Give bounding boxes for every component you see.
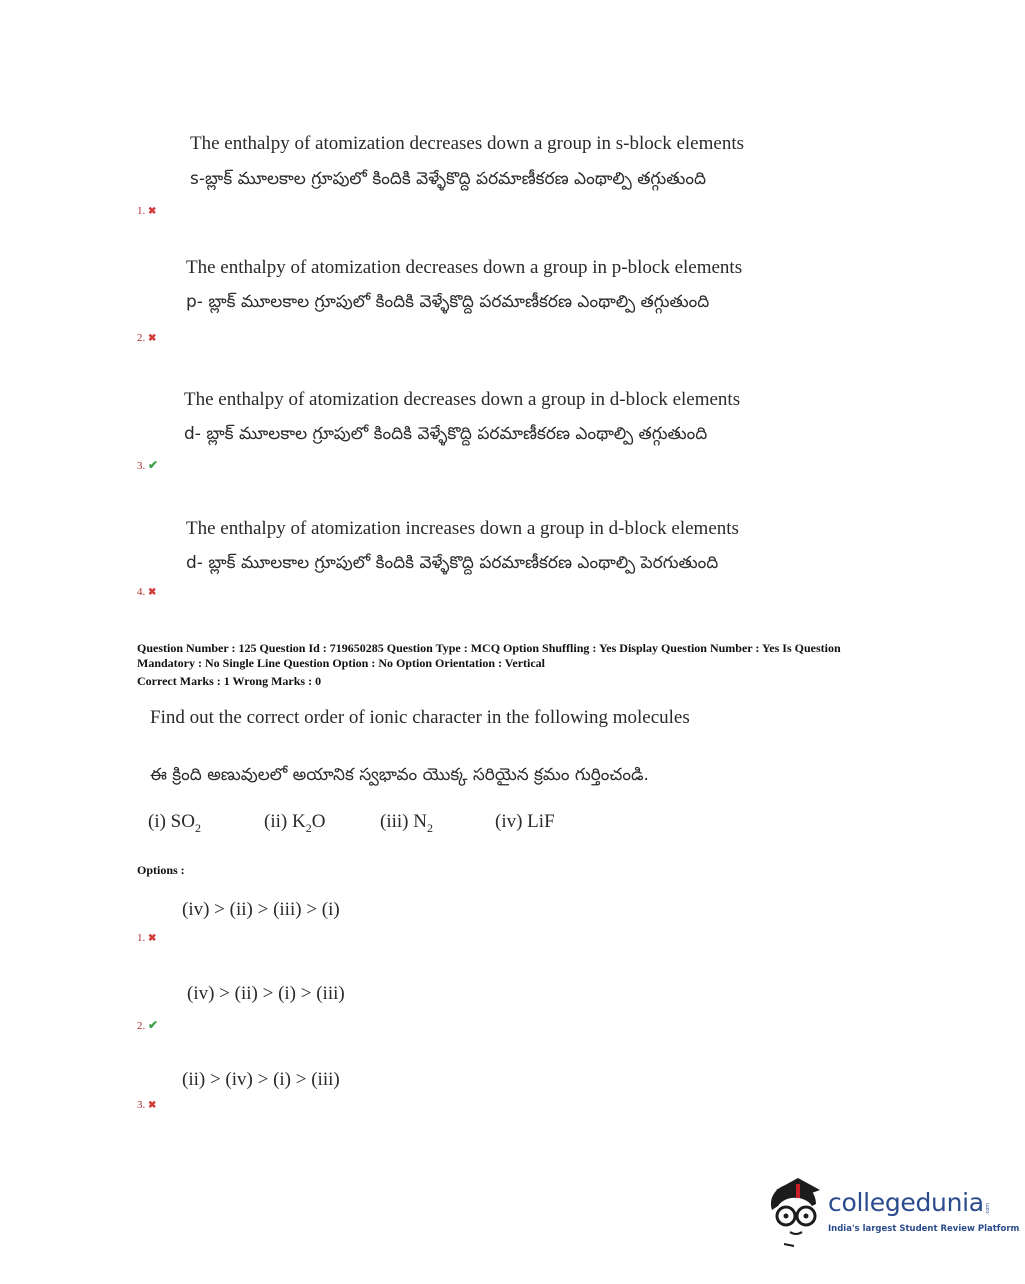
molecule-2: (ii) $K_2O$ <box>264 811 326 835</box>
question-meta-line-1: Question Number : 125 Question Id : 719650285 Question Type : MCQ Option Shuffling : Yes Display Question Number : Yes Is Question <box>137 641 841 655</box>
wrong-icon: ✖ <box>148 206 157 217</box>
option-marker <box>137 1098 156 1113</box>
option-english: The enthalpy of atomization decreases down a group in p-block elements <box>186 257 743 278</box>
option-number: 2. <box>137 332 146 344</box>
question-telugu: ఈ క్రింది అణువులలో అయానిక స్వభావం యొక్క సరియైన క్రమం గుర్తించండి. <box>150 765 649 785</box>
option-english: The enthalpy of atomization decreases down a group in s-block elements <box>190 133 744 154</box>
option-number: 2. <box>137 1020 146 1032</box>
option-text: (iv) > (ii) > (i) > (iii) <box>187 983 345 1004</box>
check-icon: ✔ <box>148 1018 159 1032</box>
option-number: 4. <box>137 586 146 598</box>
option-telugu: p- బ్లాక్ మూలకాల గ్రూపులో కిందికి వెళ్ళేకొద్ది పరమాణీకరణ ఎంథాల్పి తగ్గుతుంది <box>186 292 710 312</box>
logo-com: .com <box>985 1202 992 1216</box>
question-english: Find out the correct order of ionic character in the following molecules <box>150 707 690 728</box>
molecule-1: (i) $SO_2$ <box>148 811 201 835</box>
option-marker <box>137 1018 158 1033</box>
option-telugu: d- బ్లాక్ మూలకాల గ్రూపులో కిందికి వెళ్ళేకొద్ది పరమాణీకరణ ఎంథాల్పి తగ్గుతుంది <box>184 424 708 444</box>
options-label: Options : <box>137 863 185 877</box>
option-marker <box>137 331 156 346</box>
option-number: 3. <box>137 460 146 472</box>
wrong-icon: ✖ <box>148 1100 157 1111</box>
option-marker <box>137 204 156 219</box>
collegedunia-logo <box>766 1176 1020 1248</box>
question-meta-line-2: Mandatory : No Single Line Question Option : No Option Orientation : Vertical <box>137 656 546 670</box>
logo-tagline: India's largest Student Review Platform <box>828 1224 1020 1234</box>
option-number: 1. <box>137 205 146 217</box>
option-marker <box>137 931 156 946</box>
wrong-icon: ✖ <box>148 333 157 344</box>
mascot-icon <box>766 1176 826 1248</box>
check-icon: ✔ <box>148 458 159 472</box>
option-number: 1. <box>137 932 146 944</box>
option-marker <box>137 585 156 600</box>
option-marker <box>137 458 158 473</box>
wrong-icon: ✖ <box>148 933 157 944</box>
molecule-4: (iv) LiF <box>495 811 555 832</box>
option-text: (iv) > (ii) > (iii) > (i) <box>182 899 340 920</box>
logo-wordmark: collegedunia <box>828 1188 984 1217</box>
option-english: The enthalpy of atomization decreases down a group in d-block elements <box>184 389 741 410</box>
option-number: 3. <box>137 1099 146 1111</box>
molecule-3: (iii) $N_2$ <box>380 811 433 835</box>
option-text: (ii) > (iv) > (i) > (iii) <box>182 1069 340 1090</box>
option-telugu: d- బ్లాక్ మూలకాల గ్రూపులో కిందికి వెళ్ళేకొద్ది పరమాణీకరణ ఎంథాల్పి పెరగుతుంది <box>186 553 719 573</box>
option-english: The enthalpy of atomization increases down a group in d-block elements <box>186 518 739 539</box>
question-marks: Correct Marks : 1 Wrong Marks : 0 <box>137 674 322 688</box>
option-telugu: s-బ్లాక్ మూలకాల గ్రూపులో కిందికి వెళ్ళేకొద్ది పరమాణీకరణ ఎంథాల్పి తగ్గుతుంది <box>190 169 706 189</box>
wrong-icon: ✖ <box>148 587 157 598</box>
